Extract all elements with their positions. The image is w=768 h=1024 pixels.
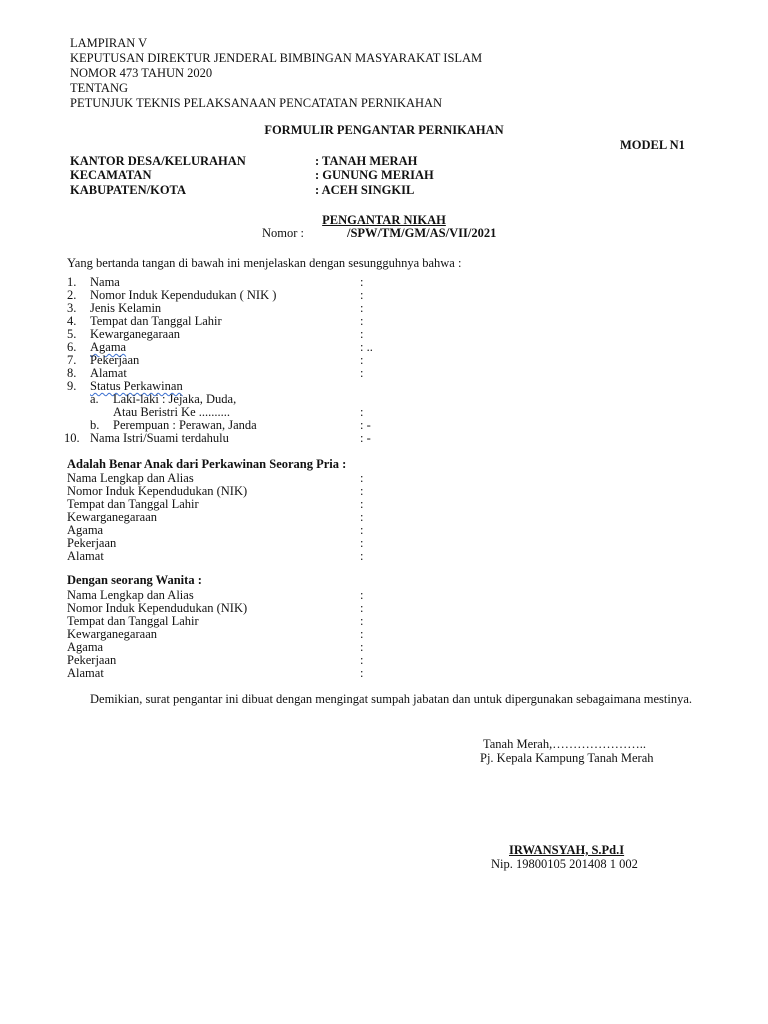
item-number: 4. [67, 314, 77, 328]
item-number: 1. [67, 275, 77, 289]
mother-field [0, 667, 768, 680]
field-colon: : [360, 627, 364, 641]
item-label: Tempat dan Tanggal Lahir [90, 314, 222, 328]
subitem-label: Perempuan : Perawan, Janda [113, 418, 257, 432]
field-label: Kewarganegaraan [67, 510, 157, 524]
item-label: Alamat [90, 366, 127, 380]
item-colon: : - [360, 418, 371, 432]
subitem-label: Atau Beristri Ke .......... [113, 405, 230, 419]
field-colon: : [360, 614, 364, 628]
item-number: 8. [67, 366, 77, 380]
item-colon: : [360, 366, 364, 380]
item-colon: : [360, 327, 364, 341]
item-label: Pekerjaan [90, 353, 140, 367]
field-label: Nama Lengkap dan Alias [67, 588, 194, 602]
header-line: NOMOR 473 TAHUN 2020 [70, 66, 213, 80]
item-colon: : - [360, 431, 371, 445]
field-label: Tempat dan Tanggal Lahir [67, 497, 199, 511]
item-colon: : [360, 275, 364, 289]
field-label: Tempat dan Tanggal Lahir [67, 614, 199, 628]
field-colon: : [360, 510, 364, 524]
item-number: 3. [67, 301, 77, 315]
signatory-name: IRWANSYAH, S.Pd.I [509, 843, 625, 857]
mother-field [0, 654, 768, 667]
item-colon: : [360, 301, 364, 315]
letter-title: PENGANTAR NIKAH [322, 213, 446, 227]
item-label: Nama [90, 275, 120, 289]
office-value: : ACEH SINGKIL [315, 183, 415, 197]
model-code: MODEL N1 [620, 138, 685, 152]
field-colon: : [360, 588, 364, 602]
office-label: KECAMATAN [70, 168, 152, 182]
field-label: Agama [67, 523, 104, 537]
item-number: 6. [67, 340, 77, 354]
header-line: LAMPIRAN V [70, 36, 148, 50]
header-line: TENTANG [70, 81, 129, 95]
item-colon: : .. [360, 340, 373, 354]
field-label: Kewarganegaraan [67, 627, 157, 641]
field-label: Agama [67, 640, 104, 654]
item-colon: : [360, 353, 364, 367]
signature-position: Pj. Kepala Kampung Tanah Merah [480, 751, 654, 765]
field-label: Nomor Induk Kependudukan (NIK) [67, 601, 248, 615]
subitem-letter: b. [90, 418, 100, 432]
father-heading: Adalah Benar Anak dari Perkawinan Seorang Pria : [67, 457, 347, 471]
field-colon: : [360, 536, 364, 550]
office-label: KABUPATEN/KOTA [70, 183, 186, 197]
subitem-label: Laki-laki : Jejaka, Duda, [113, 392, 237, 406]
field-label: Alamat [67, 549, 104, 563]
field-colon: : [360, 601, 364, 615]
mother-heading: Dengan seorang Wanita : [67, 573, 202, 587]
field-colon: : [360, 666, 364, 680]
item-label: Nomor Induk Kependudukan ( NIK ) [90, 288, 277, 302]
office-label: KANTOR DESA/KELURAHAN [70, 154, 246, 168]
father-field [0, 550, 768, 563]
item-label: Agama [90, 340, 127, 354]
letter-number-value: /SPW/TM/GM/AS/VII/2021 [347, 226, 497, 240]
intro-text: Yang bertanda tangan di bawah ini menjelaskan dengan sesungguhnya bahwa : [67, 256, 462, 270]
field-label: Alamat [67, 666, 104, 680]
form-item [0, 432, 768, 445]
item-label: Kewarganegaraan [90, 327, 180, 341]
form-title: FORMULIR PENGANTAR PERNIKAHAN [264, 123, 504, 137]
office-value: : GUNUNG MERIAH [315, 168, 434, 182]
field-label: Pekerjaan [67, 536, 117, 550]
field-label: Pekerjaan [67, 653, 117, 667]
item-colon: : [360, 288, 364, 302]
subitem-letter: a. [90, 392, 99, 406]
field-label: Nomor Induk Kependudukan (NIK) [67, 484, 248, 498]
father-field [0, 511, 768, 524]
header-line: KEPUTUSAN DIREKTUR JENDERAL BIMBINGAN MASYARAKAT ISLAM [70, 51, 483, 65]
letter-number-label: Nomor : [262, 226, 305, 240]
item-label: Nama Istri/Suami terdahulu [90, 431, 229, 445]
item-label: Status Perkawinan [90, 379, 183, 393]
father-field [0, 537, 768, 550]
field-colon: : [360, 523, 364, 537]
office-value: : TANAH MERAH [315, 154, 418, 168]
item-number: 9. [67, 379, 77, 393]
field-colon: : [360, 653, 364, 667]
closing-paragraph: Demikian, surat pengantar ini dibuat dengan mengingat sumpah jabatan dan untuk dipergunakan sebagaimana mestinya. [90, 692, 693, 706]
item-number: 2. [67, 288, 77, 302]
document-header [70, 36, 482, 111]
signatory-nip: Nip. 19800105 201408 1 002 [491, 857, 638, 871]
field-colon: : [360, 484, 364, 498]
item-number: 7. [67, 353, 77, 367]
item-number: 10. [64, 431, 80, 445]
header-line: PETUNJUK TEKNIS PELAKSANAAN PENCATATAN PERNIKAHAN [70, 96, 443, 110]
field-colon: : [360, 497, 364, 511]
field-colon: : [360, 549, 364, 563]
mother-field [0, 628, 768, 641]
item-colon: : [360, 314, 364, 328]
field-label: Nama Lengkap dan Alias [67, 471, 194, 485]
item-label: Jenis Kelamin [90, 301, 162, 315]
field-colon: : [360, 471, 364, 485]
item-number: 5. [67, 327, 77, 341]
signature-place-date: Tanah Merah,………………….. [483, 737, 646, 751]
field-colon: : [360, 640, 364, 654]
item-colon: : [360, 405, 364, 419]
